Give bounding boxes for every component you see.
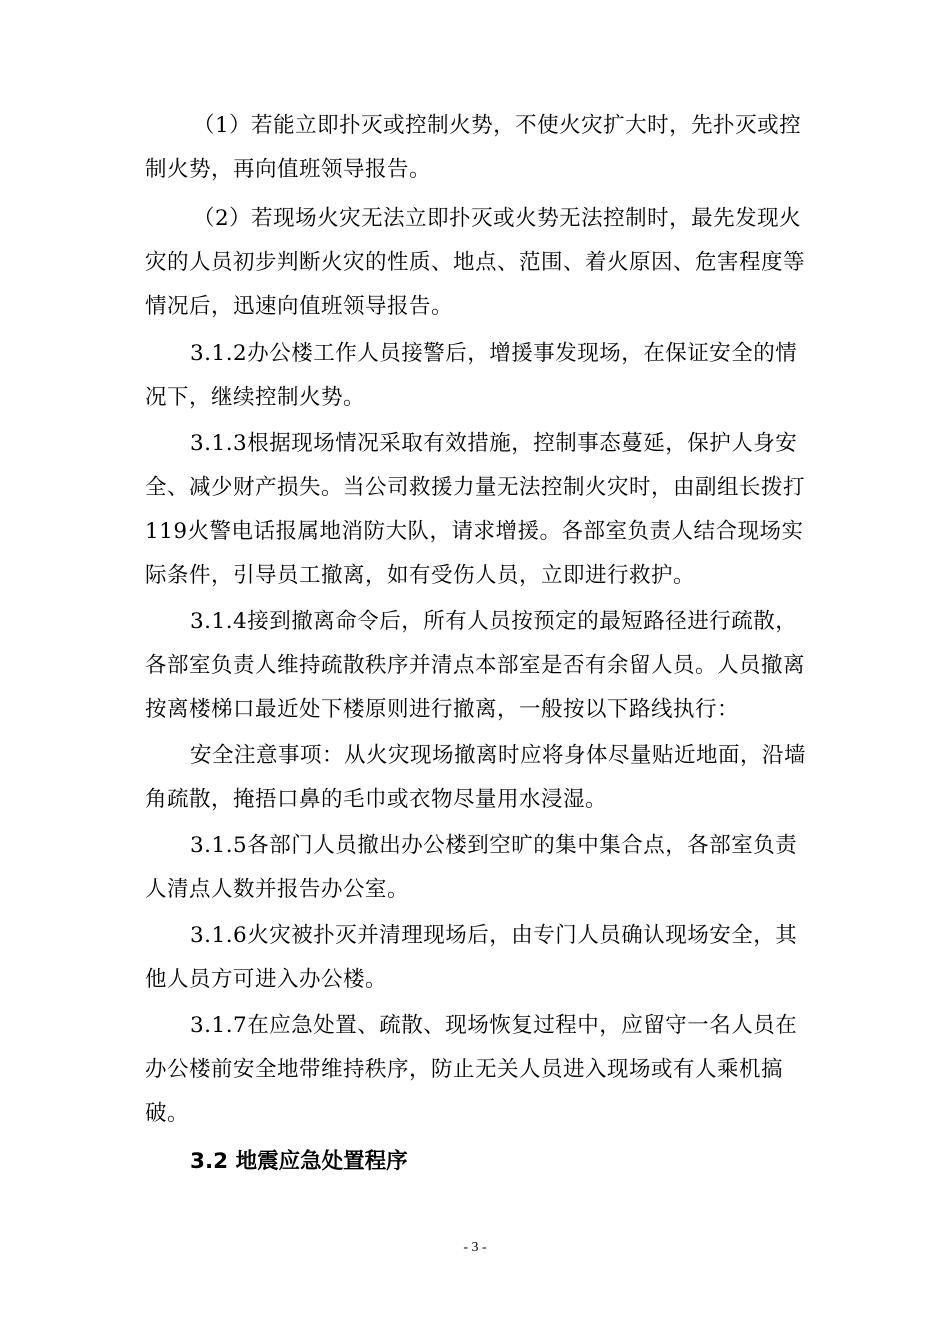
paragraph-line: 制火势，再向值班领导报告。 bbox=[145, 157, 432, 182]
paragraph-line: 3.1.2办公楼工作人员接警后，增援事发现场，在保证安全的情 bbox=[190, 341, 798, 366]
paragraph-line: （1）若能立即扑灭或控制火势，不使火灾扩大时，先扑灭或控 bbox=[193, 113, 802, 138]
paragraph-line: 况下，继续控制火势。 bbox=[145, 385, 366, 410]
paragraph-line: 3.1.5各部门人员撤出办公楼到空旷的集中集合点，各部室负责 bbox=[190, 833, 798, 858]
paragraph-line: 3.1.3根据现场情况采取有效措施，控制事态蔓延，保护人身安 bbox=[190, 431, 798, 456]
paragraph-line: 安全注意事项：从火灾现场撤离时应将身体尽量贴近地面，沿墙 bbox=[190, 743, 807, 768]
paragraph-line: 全、减少财产损失。当公司救援力量无法控制火灾时，由副组长拨打 bbox=[145, 475, 806, 500]
paragraph-line: 灾的人员初步判断火灾的性质、地点、范围、着火原因、危害程度等 bbox=[145, 250, 806, 275]
paragraph-line: （2）若现场火灾无法立即扑灭或火势无法控制时，最先发现火 bbox=[193, 206, 802, 231]
paragraph-line: 办公楼前安全地带维持秩序，防止无关人员进入现场或有人乘机搞 bbox=[145, 1057, 784, 1082]
paragraph-line: 破。 bbox=[145, 1101, 190, 1126]
paragraph-line: 际条件，引导员工撤离，如有受伤人员，立即进行救护。 bbox=[145, 563, 696, 588]
paragraph-line: 人清点人数并报告办公室。 bbox=[145, 877, 410, 902]
page-number: - 3 - bbox=[463, 1240, 487, 1255]
section-heading: 3.2 地震应急处置程序 bbox=[190, 1149, 408, 1174]
paragraph-line: 各部室负责人维持疏散秩序并清点本部室是否有余留人员。人员撤离 bbox=[145, 653, 806, 678]
paragraph-line: 按离楼梯口最近处下楼原则进行撤离，一般按以下路线执行： bbox=[145, 697, 740, 722]
paragraph-line: 3.1.7在应急处置、疏散、现场恢复过程中，应留守一名人员在 bbox=[190, 1013, 798, 1038]
paragraph-line: 3.1.6火灾被扑灭并清理现场后，由专门人员确认现场安全，其 bbox=[190, 923, 798, 948]
paragraph-line: 119火警电话报属地消防大队，请求增援。各部室负责人结合现场实 bbox=[145, 519, 804, 544]
paragraph-line: 角疏散，掩捂口鼻的毛巾或衣物尽量用水浸湿。 bbox=[145, 787, 608, 812]
paragraph-line: 他人员方可进入办公楼。 bbox=[145, 967, 388, 992]
paragraph-line: 情况后，迅速向值班领导报告。 bbox=[145, 294, 454, 319]
paragraph-line: 3.1.4接到撤离命令后，所有人员按预定的最短路径进行疏散， bbox=[190, 609, 798, 634]
